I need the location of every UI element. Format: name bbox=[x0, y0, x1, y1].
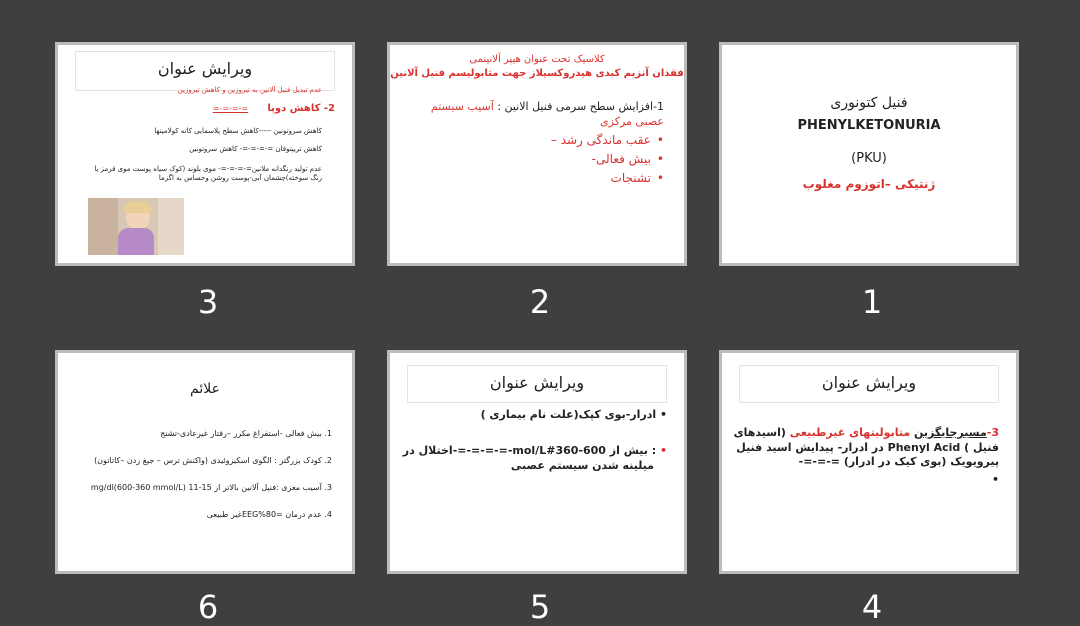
slide-number-5: 5 bbox=[529, 588, 551, 626]
list-item: 4. عدم درمان =EEG%80غیر طبیعی bbox=[206, 510, 332, 519]
slide5-bullet-1-text: ادرار-بوی کپک(علت نام بیماری ) bbox=[480, 408, 657, 421]
slide5-bullet-1: • ادرار-بوی کپک(علت نام بیماری ) bbox=[480, 408, 667, 421]
slide-thumbnail-6[interactable] bbox=[55, 350, 355, 574]
list-item: • تشنجات bbox=[551, 169, 664, 188]
child-photo bbox=[88, 198, 184, 255]
slide-number-4: 4 bbox=[861, 588, 883, 626]
slide3-line-1: عدم تبدیل فنیل آلانین به تیروزین و کاهش تیروزین bbox=[177, 86, 322, 94]
slide3-title: ویرایش عنوان bbox=[75, 51, 335, 91]
slide3-line-5: عدم تولید رنگدانه ملانین=-=-=-=- موی بلوند (کوک سیاه پوست موی قرمز یا رنگ سوخته)چشمان آبی-پوست روشن وحساس به اگزما bbox=[94, 165, 322, 182]
slide2-point-1-red: آسیب سیستم عصبی مرکزی bbox=[430, 100, 664, 128]
slide2-heading-1: کلاسیک تحت عنوان هیپر آلانینمی bbox=[469, 54, 605, 65]
slide4-line-3: پیرویویک (بوی کیک در ادرار) =-=-=- bbox=[798, 455, 999, 468]
slide4-line-1-d: (اسیدهای bbox=[733, 426, 790, 439]
slide3-line-4: کاهش تریپتوفان =-=-=-=- کاهش سروتونین bbox=[189, 145, 322, 153]
slide-thumbnail-2[interactable] bbox=[387, 42, 687, 266]
slide-thumbnail-3[interactable] bbox=[55, 42, 355, 266]
slide-number-2: 2 bbox=[529, 283, 551, 321]
slide-number-1: 1 bbox=[861, 283, 883, 321]
slide4-line-1-c: متابولیتهای غیرطبیعی bbox=[789, 426, 914, 439]
slide4-title: ویرایش عنوان bbox=[739, 365, 999, 403]
slide5-title: ویرایش عنوان bbox=[407, 365, 667, 403]
list-item: 3. آسیب مغزی :فنیل آلانین بالاتر از 15-11 mg/dl(600-360 mmol/L) bbox=[90, 483, 332, 492]
slide-thumbnail-1[interactable] bbox=[719, 42, 1019, 266]
list-item: 1. بیش فعالی -استفراغ مکرر –رفتار غیرعادی-تشنج bbox=[160, 429, 332, 438]
slide1-abbrev: (PKU) bbox=[851, 151, 887, 166]
slide4-bullet: • bbox=[991, 473, 999, 486]
slide2-point-1-text: 1-افزایش سطح سرمی فنیل الانین : bbox=[497, 100, 664, 113]
list-item: • بیش فعالی- bbox=[551, 150, 664, 169]
slide4-line-2: فنیل ) Phenyl Acid در ادرار- پیدایش اسید فنیل bbox=[736, 441, 999, 454]
slide5-bullet-2-cont: میلینه شدن سیستم عصبی bbox=[510, 459, 654, 472]
slide2-bullet-list bbox=[551, 131, 664, 188]
slide3-line-3: کاهش سروتونین -----کاهش سطح پلاسمایی کاته کولامینها bbox=[154, 127, 322, 135]
slide1-title-en: PHENYLKETONURIA bbox=[797, 118, 941, 133]
slide6-list bbox=[91, 420, 332, 528]
slide3-line-2-dashes: =-=-=-= bbox=[212, 104, 249, 113]
slide3-line-2-red: 2- کاهش دوپا bbox=[267, 103, 335, 114]
slide2-point-1 bbox=[405, 99, 664, 129]
slide2-heading-2: فقدان آنزیم کبدی هیدروکسیلاز جهت متابولیسم فنیل آلانین bbox=[390, 68, 684, 79]
slide1-title-fa: فنیل کتونوری bbox=[830, 95, 908, 111]
slide-number-6: 6 bbox=[197, 588, 219, 626]
slide1-subtitle: ژنتیکی –اتوزوم مغلوب bbox=[802, 177, 936, 191]
slide-thumbnail-4[interactable] bbox=[719, 350, 1019, 574]
slide4-line-1-a: 3- bbox=[986, 426, 999, 439]
slide3-line-2 bbox=[213, 103, 335, 114]
slide4-line-1-b: مسیرجایگزین bbox=[913, 426, 987, 439]
slide6-title: علائم bbox=[190, 381, 220, 397]
list-item: 2. کودک بزرگتر : الگوی اسکیزوئیدی (واکنش ترس – جیغ زدن –کاتاتون) bbox=[94, 456, 332, 465]
slide-number-3: 3 bbox=[197, 283, 219, 321]
slide-thumbnail-5[interactable] bbox=[387, 350, 687, 574]
list-item: • عقب ماندگی رشد – bbox=[551, 131, 664, 150]
slide5-bullet-2-text: : بیش از 600-360#mol/L-=-=-=-=-اختلال در bbox=[402, 444, 657, 457]
slide4-line-1 bbox=[734, 426, 999, 439]
slide5-bullet-2: • : بیش از 600-360#mol/L-=-=-=-=-اختلال در bbox=[402, 444, 667, 457]
